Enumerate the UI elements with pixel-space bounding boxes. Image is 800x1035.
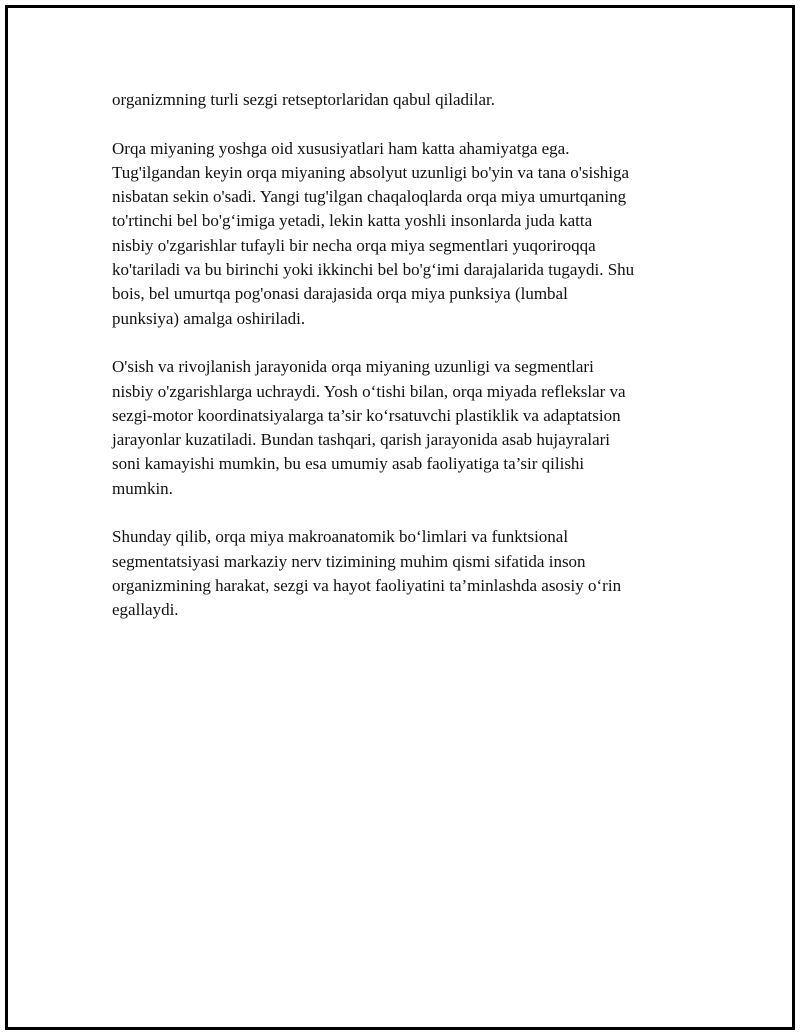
paragraph-3: O'sish va rivojlanish jarayonida orqa miyaning uzunligi va segmentlari nisbiy o'zgarishlarga uchraydi. Yosh o‘tishi bilan, orqa miyada reflekslar va sezgi-motor koordinatsiyalarga ta’sir ko‘rsatuvchi plastiklik va adaptatsion jarayonlar kuzatiladi. Bundan tashqari, qarish jarayonida asab hujayralari soni kamayishi mumkin, bu esa umumiy asab faoliyatiga ta’sir qilishi mumkin. <box>112 357 626 498</box>
paragraph-2: Orqa miyaning yoshga oid xususiyatlari ham katta ahamiyatga ega. Tug'ilgandan keyin orqa miyaning absolyut uzunligi bo'yin va tana o'sishiga nisbatan sekin o'sadi. Yangi tug'ilgan chaqaloqlarda orqa miya umurtqaning to'rtinchi bel bo'g‘imiga yetadi, lekin katta yoshli insonlarda juda katta nisbiy o'zgarishlar tufayli bir necha orqa miya segmentlari yuqoriroqqa ko'tariladi va bu birinchi yoki ikkinchi bel bo'g‘imi darajalarida tugaydi. Shu bois, bel umurtqa pog'onasi darajasida orqa miya punksiya (lumbal punksiya) amalga oshiriladi. <box>112 138 635 328</box>
paragraph-4: Shunday qilib, orqa miya makroanatomik bo‘limlari va funktsional segmentatsiyasi markaziy nerv tizimining muhim qismi sifatida inson organizmining harakat, sezgi va hayot faoliyatini ta’minlashda asosiy o‘rin egallaydi. <box>112 527 622 620</box>
paragraph-1: organizmning turli sezgi retseptorlaridan qabul qiladilar. <box>112 90 496 109</box>
document-body <box>112 88 692 647</box>
